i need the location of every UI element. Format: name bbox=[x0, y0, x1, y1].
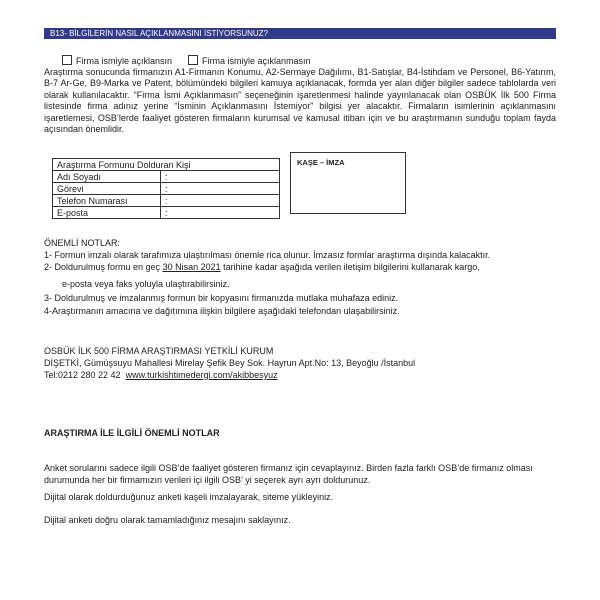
field-phone-input[interactable]: : bbox=[161, 195, 280, 207]
stamp-label: KAŞE – İMZA bbox=[297, 158, 345, 167]
field-label-position: Görevi bbox=[53, 183, 161, 195]
field-name-input[interactable]: : bbox=[161, 171, 280, 183]
option-not-disclose[interactable] bbox=[188, 55, 311, 66]
contact-phone-line bbox=[44, 369, 415, 381]
note-2-before: 2- Doldurulmuş formu en geç bbox=[44, 262, 163, 272]
checkbox-disclose[interactable] bbox=[62, 55, 72, 65]
important-notes-title: ARAŞTIRMA İLE İLGİLİ ÖNEMLİ NOTLAR bbox=[44, 428, 220, 438]
contact-org: OSBÜK İLK 500 FİRMA ARAŞTIRMASI YETKİLİ KURUM bbox=[44, 346, 274, 356]
option-not-disclose-label: Firma ismiyle açıklanmasın bbox=[202, 56, 311, 66]
form-header: Araştırma Formunu Dolduran Kişi bbox=[53, 159, 280, 171]
note-2 bbox=[44, 262, 480, 272]
important-note-3: Dijital anketi doğru olarak tamamladığınız mesajını saklayınız. bbox=[44, 515, 291, 525]
important-note-1: Anket sorularını sadece ilgili OSB’de faaliyet gösteren firmanız için cevaplayınız. Birden fazla farklı OSB’de firmanız olması durumunda her bir firmamızın verileri içi ilgili OSB’ yi seçerek ayrı ayrı doldurunuz. bbox=[44, 463, 533, 485]
disclosure-options bbox=[62, 55, 311, 66]
contact-phone: Tel:0212 280 22 42 bbox=[44, 370, 121, 380]
field-label-phone: Telefon Numarası bbox=[53, 195, 161, 207]
stamp-signature-box[interactable] bbox=[290, 152, 406, 214]
note-1: 1- Formun imzalı olarak tarafımıza ulaştırılması önemle rica olunur. İmzasız formlar araştırma dışında kalacaktır. bbox=[44, 250, 491, 260]
field-email-input[interactable]: : bbox=[161, 207, 280, 219]
note-2-continuation: e-posta veya faks yoluyla ulaştırabilirsiniz. bbox=[62, 279, 230, 289]
checkbox-not-disclose[interactable] bbox=[188, 55, 198, 65]
option-disclose[interactable] bbox=[62, 55, 172, 66]
field-label-email: E-posta bbox=[53, 207, 161, 219]
deadline-date: 30 Nisan 2021 bbox=[162, 262, 221, 272]
intro-paragraph: Araştırma sonucunda firmanızın A1-Firmanın Konumu, A2-Sermaye Dağılımı, B1-Satışlar, B4-İstihdam ve Personel, B6-Yatırım, B-7 Ar-Ge, B9-Marka ve Patent, bölümündeki bilgileri kamuya açıklanacak, formda yer alan diğer bilgiler sadece tablolarda veri olarak kullanılacaktır. “Firma İsmi Açıklanmasın” seçeneğinin işaretlenmesi halinde yayınlanacak olan OSBÜK İlk 500 Firma listesinde firma adınız yerine “İsminin Açıklanmasını İstemiyor” bilgisi yer alacaktır. Firmaların isimlerinin açıklanmasını işaretlemesi, OSB’lerde faaliyet gösteren firmaların kurumsal ve kamusal itibarı için ve bu araştırmanın sunduğu toplam fayda açısından önemlidir. bbox=[44, 67, 556, 135]
field-position-input[interactable]: : bbox=[161, 183, 280, 195]
notes-title: ÖNEMLİ NOTLAR: bbox=[44, 238, 121, 248]
note-4: 4-Araştırmanın amacına ve dağıtımına ilişkin bilgilere aşağıdaki telefondan ulaşabilirsiniz. bbox=[44, 306, 400, 316]
contact-block bbox=[44, 345, 415, 381]
note-3: 3- Doldurulmuş ve imzalanmış formun bir kopyasını firmanızda mutlaka muhafaza ediniz. bbox=[44, 293, 399, 303]
contact-link[interactable]: www.turkishtimedergi.com/akibbesyuz bbox=[125, 370, 278, 380]
respondent-form bbox=[52, 158, 280, 219]
contact-address: DİŞETKİ, Gümüşsuyu Mahallesi Mirelay Şefik Bey Sok. Hayrun Apt.No: 13, Beyoğlu /İstanbul bbox=[44, 358, 416, 368]
important-note-2: Dijital olarak doldurduğunuz anketi kaşeli imzalayarak, siteme yükleyiniz. bbox=[44, 492, 334, 502]
field-label-name: Adı Soyadı bbox=[53, 171, 161, 183]
option-disclose-label: Firma ismiyle açıklansın bbox=[76, 56, 173, 66]
section-header: B13- BİLGİLERİN NASIL AÇIKLANMASINI İSTİYORSUNUZ? bbox=[44, 28, 556, 39]
note-2-after: tarihine kadar aşağıda verilen iletişim bilgilerini kullanarak kargo, bbox=[220, 262, 480, 272]
